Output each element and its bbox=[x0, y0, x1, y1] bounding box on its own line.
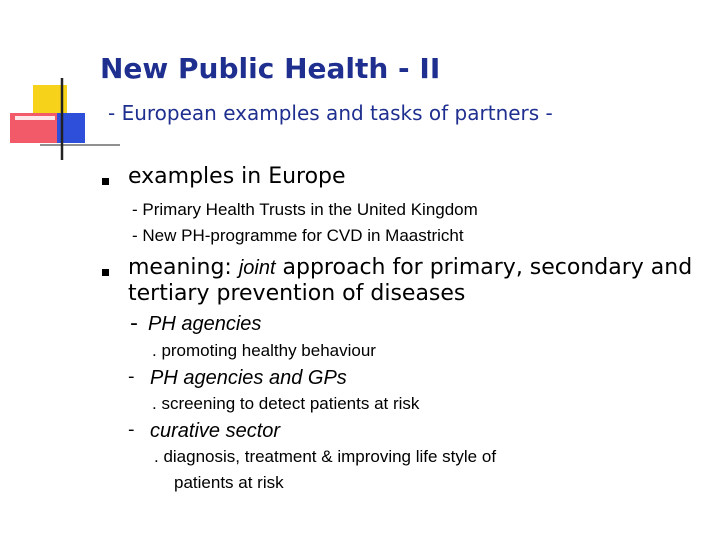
subitem-maastricht: - New PH-programme for CVD in Maastricht bbox=[132, 226, 464, 245]
group-detail-promoting: . promoting healthy behaviour bbox=[152, 341, 376, 360]
subitem-uk-trusts: - Primary Health Trusts in the United Kingdom bbox=[132, 200, 478, 219]
bullet-marker bbox=[102, 178, 109, 185]
group-detail-screening: . screening to detect patients at risk bbox=[152, 394, 420, 413]
group-heading-ph-agencies: PH agencies bbox=[148, 313, 262, 335]
slide-title: New Public Health - II bbox=[100, 52, 441, 85]
group-dash: - bbox=[130, 311, 138, 336]
bullet-meaning-line1 bbox=[128, 255, 692, 280]
group-heading-ph-agencies-gps: PH agencies and GPs bbox=[150, 367, 347, 389]
meaning-suffix: approach for primary, secondary and bbox=[275, 255, 693, 280]
bullet-meaning-line2: tertiary prevention of diseases bbox=[128, 281, 466, 306]
bullet-examples-in-europe: examples in Europe bbox=[128, 164, 346, 189]
bullet-marker bbox=[102, 269, 109, 276]
meaning-joint-italic: joint bbox=[238, 257, 276, 279]
group-heading-curative-sector: curative sector bbox=[150, 420, 281, 442]
group-detail-patients-at-risk: patients at risk bbox=[174, 473, 284, 492]
meaning-prefix: meaning: bbox=[128, 255, 239, 280]
group-detail-diagnosis: . diagnosis, treatment & improving life style of bbox=[154, 447, 497, 466]
slide-subtitle: - European examples and tasks of partners - bbox=[108, 101, 553, 125]
group-dash: - bbox=[128, 366, 135, 387]
group-dash: - bbox=[128, 419, 135, 440]
white-stripe bbox=[15, 116, 55, 120]
